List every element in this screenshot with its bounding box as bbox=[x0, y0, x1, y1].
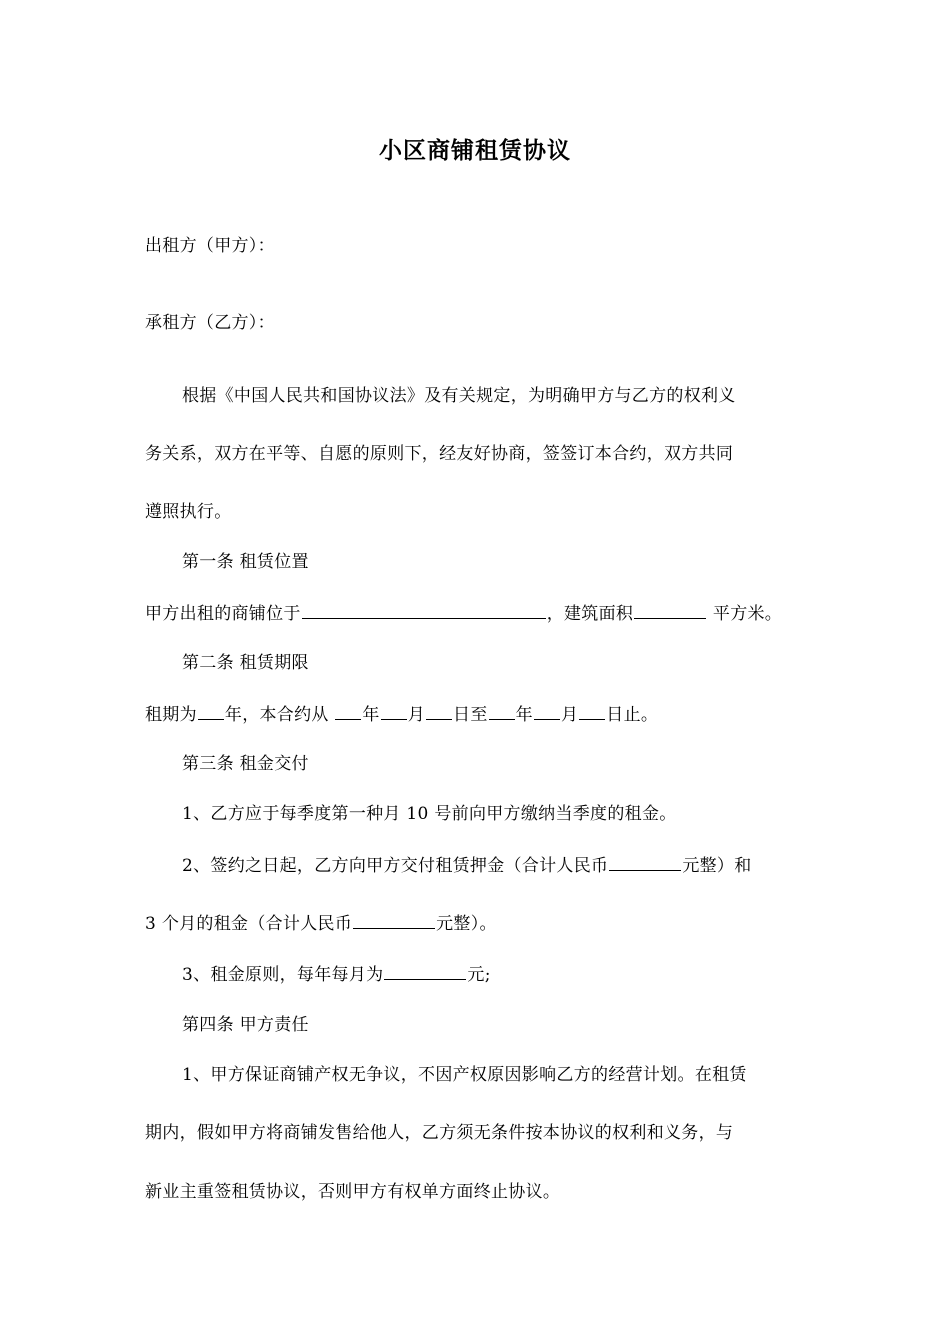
deposit-text: 2、签约之日起，乙方向甲方交付租赁押金（合计人民币 bbox=[182, 856, 609, 876]
term-text-8: 日止。 bbox=[606, 705, 659, 725]
location-blank bbox=[302, 601, 546, 619]
article-1-heading: 第一条 租赁位置 bbox=[182, 552, 309, 572]
article-4-item-1-line-1: 1、甲方保证商铺产权无争议，不因产权原因影响乙方的经营计划。在租赁 bbox=[182, 1065, 747, 1085]
term-text-7: 月 bbox=[560, 705, 579, 725]
advance-rent-suffix: 元整）。 bbox=[436, 914, 497, 934]
article-3-item-2-line-1 bbox=[182, 853, 752, 878]
term-text-6: 年 bbox=[515, 705, 533, 725]
preamble-line-1: 根据《中国人民共和国协议法》及有关规定，为明确甲方与乙方的权利义 bbox=[182, 386, 736, 406]
article-4-heading: 第四条 甲方责任 bbox=[182, 1015, 309, 1035]
article-4-item-1-line-2: 期内，假如甲方将商铺发售给他人，乙方须无条件按本协议的权利和义务，与 bbox=[145, 1123, 734, 1143]
article-3-item-3 bbox=[182, 962, 491, 987]
start-year-blank bbox=[335, 702, 361, 720]
end-month-blank bbox=[534, 702, 560, 720]
end-day-blank bbox=[579, 702, 605, 720]
preamble-line-3: 遵照执行。 bbox=[145, 502, 232, 522]
advance-rent-text: 3 个月的租金（合计人民币 bbox=[145, 914, 353, 934]
article-3-heading: 第三条 租金交付 bbox=[182, 754, 309, 774]
term-text-2: 年，本合约从 bbox=[224, 705, 335, 725]
monthly-rent-text: 3、租金原则，每年每月为 bbox=[182, 965, 384, 985]
term-text-4: 月 bbox=[407, 705, 426, 725]
start-day-blank bbox=[426, 702, 452, 720]
article-2-heading: 第二条 租赁期限 bbox=[182, 653, 309, 673]
article-3-item-2-line-2 bbox=[145, 911, 497, 936]
area-suffix: 平方米。 bbox=[707, 604, 783, 624]
location-prefix: 甲方出租的商铺位于 bbox=[145, 604, 301, 624]
area-prefix: ，建筑面积 bbox=[546, 604, 634, 624]
article-3-item-1: 1、乙方应于每季度第一种月 10 号前向甲方缴纳当季度的租金。 bbox=[182, 804, 677, 824]
term-text-3: 年 bbox=[362, 705, 380, 725]
term-text-5: 日至 bbox=[453, 705, 488, 725]
area-blank bbox=[634, 601, 706, 619]
term-years-blank bbox=[198, 702, 224, 720]
deposit-suffix: 元整）和 bbox=[682, 856, 752, 876]
advance-rent-amount-blank bbox=[353, 911, 435, 929]
term-text-1: 租期为 bbox=[145, 705, 197, 725]
lessee-label: 承租方（乙方）： bbox=[145, 313, 275, 333]
end-year-blank bbox=[489, 702, 515, 720]
lessor-label: 出租方（甲方）： bbox=[145, 236, 275, 256]
article-4-item-1-line-3: 新业主重签租赁协议，否则甲方有权单方面终止协议。 bbox=[145, 1182, 561, 1202]
start-month-blank bbox=[381, 702, 407, 720]
preamble-line-2: 务关系，双方在平等、自愿的原则下，经友好协商，签签订本合约，双方共同 bbox=[145, 444, 734, 464]
deposit-amount-blank bbox=[609, 853, 681, 871]
monthly-rent-blank bbox=[384, 962, 466, 980]
document-title: 小区商铺租赁协议 bbox=[379, 137, 571, 164]
article-1-location-line bbox=[145, 601, 782, 626]
monthly-rent-suffix: 元; bbox=[467, 965, 491, 985]
article-2-term-line bbox=[145, 702, 658, 727]
